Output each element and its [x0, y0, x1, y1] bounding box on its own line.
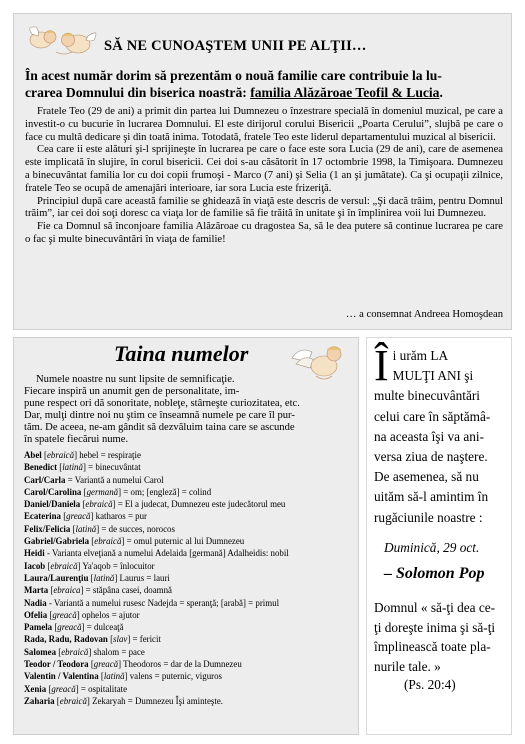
drop-cap: Î — [374, 341, 389, 390]
name-term: Laura/Laurenţiu — [24, 572, 89, 583]
name-meaning: ] hebel = respiraţie — [74, 450, 141, 460]
name-entry — [24, 584, 352, 596]
name-language: latină — [103, 671, 125, 682]
name-meaning: ] katharos = pur — [90, 511, 148, 522]
name-bracket: [ — [47, 609, 53, 620]
paragraph: Cea care ii este alături şi-l sprijineşte în lucrarea pe care o face este sora Lucia (29 de ani), care de asemenea este implicată în slujire, în corul bisericii. Cei doi s-au căsătorit în 17 octombrie 1998, la Timişoara. Dumnezeu a binecuvântat familia lor cu doi copii frumoşi - Marco (7 ani) şi Selia (1 an şi jumătate). Ca şi ocupaţii zilnice, fratele Teo se ocupă de amenajări interioare, iar sora Lucia este frizeriţă. — [25, 144, 503, 194]
name-meaning: ] ophelos = ajutor — [76, 609, 140, 620]
name-entry — [24, 560, 352, 572]
name-meaning: ] = stăpâna casei, doamnă — [80, 585, 172, 596]
name-meaning: - Variantă a numelui rusesc Nadejda = speranţă; [arabă] = primul — [46, 597, 280, 608]
intro-end: . — [439, 85, 443, 100]
name-meaning: ] = El a judecat, Dumnezeu este judecătorul meu — [112, 499, 286, 510]
name-entry — [24, 670, 352, 682]
name-entry — [24, 535, 352, 547]
names-intro — [24, 374, 342, 447]
name-bracket: [ — [81, 486, 87, 497]
article-signature: … a consemnat Andreea Homoşdean — [345, 309, 503, 320]
verse-line: împlinească toate pla- — [374, 639, 491, 655]
name-bracket: [ — [70, 523, 76, 534]
name-meaning: ] valens = puternic, viguros — [124, 671, 222, 682]
cherubs-illustration — [28, 24, 100, 62]
wish-line: i urăm LA — [392, 348, 449, 363]
name-bracket: [ — [45, 560, 51, 571]
name-bracket: [ — [46, 683, 52, 694]
name-meaning: ] shalom = pace — [88, 646, 145, 657]
family-article — [25, 106, 503, 247]
name-meaning: ] Ya'aqob = înlocuitor — [77, 560, 155, 571]
name-entry — [24, 547, 352, 559]
name-language: latină — [93, 572, 115, 583]
name-language: ebraică — [85, 499, 113, 510]
name-term: Carol/Carolina — [24, 486, 82, 497]
intro-line: Dar, mulţi dintre noi nu ştim ce înseamnă numele pe care îl pur- — [24, 410, 295, 422]
name-bracket: [ — [41, 450, 47, 460]
name-term: Marta — [24, 585, 49, 596]
wish-line: na aceasta îşi va ani- — [374, 428, 485, 444]
name-bracket: [ — [88, 572, 94, 583]
name-meaning: ] = binecuvântat — [82, 462, 141, 473]
wish-line: versa ziua de naştere. — [374, 449, 488, 465]
name-language: greacă — [66, 511, 91, 522]
bible-verse — [374, 598, 506, 676]
name-entry — [24, 510, 352, 522]
name-language: ebraică — [59, 695, 87, 706]
name-meaning: ] = de succes, norocos — [96, 523, 175, 534]
intro-line: tăm. De aceea, ne-am gândit să dezvăluim taina care se ascunde — [24, 422, 295, 434]
name-language: greacă — [51, 683, 76, 694]
name-term: Zaharia — [24, 695, 55, 706]
name-language: latină — [62, 462, 83, 473]
intro-text — [25, 67, 503, 101]
name-term: Iacob — [24, 560, 46, 571]
name-language: greacă — [93, 659, 119, 670]
name-language: slav — [113, 634, 128, 645]
wish-line: rugăciunile noastre : — [374, 509, 483, 525]
verse-line: Domnul « să-ţi dea ce- — [374, 600, 496, 615]
name-meaning: ] = ospitalitate — [75, 683, 128, 694]
paragraph: Principiul după care această familie se ghidează în viaţă este descris de versul: „Şi dacă trăim, pentru Domnul trăim”, iar cei doi soţi doresc ca viaţa lor de familie să fie trăită în unitate şi în împlinirea voii lui Dumnezeu. — [25, 195, 503, 220]
name-term: Nadia — [24, 597, 47, 608]
name-meaning: ] = dulceaţă — [81, 622, 124, 633]
name-meaning: ] = fericit — [127, 634, 161, 645]
name-bracket: [ — [52, 622, 58, 633]
family-name: familia Alăzăroae Teofil & Lucia — [250, 85, 440, 100]
wish-line: celui care în săptămâ- — [374, 408, 491, 424]
name-bracket: [ — [56, 646, 62, 657]
paragraph: Fie ca Domnul să înconjoare familia Alăzăroae cu dragostea Sa, să le dea putere să continue lucrarea pe care o fac şi multe binecuvântări în viaţa de familie! — [25, 221, 503, 245]
name-language: latină — [75, 523, 97, 534]
name-term: Ecaterina — [24, 511, 61, 522]
name-bracket: [ — [98, 671, 104, 682]
name-entry — [24, 621, 352, 633]
name-term: Valentin / Valentina — [24, 671, 99, 682]
name-meaning: ] Theodoros = dar de la Dumnezeu — [118, 659, 242, 670]
name-meaning: ] Zekaryah = Dumnezeu Îşi aminteşte. — [86, 695, 223, 706]
name-bracket: [ — [57, 462, 63, 473]
name-entry — [24, 646, 352, 658]
name-entry — [24, 658, 352, 670]
name-entry — [24, 474, 352, 486]
name-bracket: [ — [88, 659, 94, 670]
name-entry — [24, 461, 352, 473]
name-term: Teodor / Teodora — [24, 659, 89, 670]
name-language: ebraică — [50, 560, 78, 571]
name-entry — [24, 498, 352, 510]
birthday-wish — [374, 341, 506, 528]
name-meaning: = Variantă a numelui Carol — [65, 474, 164, 485]
name-language: ebraică — [94, 536, 122, 547]
name-language: greacă — [52, 609, 77, 620]
name-language: greacă — [57, 622, 82, 633]
name-meaning: ] = om; [engleză] = colind — [118, 486, 212, 497]
name-entry — [24, 609, 352, 621]
name-entry — [24, 695, 352, 707]
verse-line: nurile tale. » — [374, 658, 441, 674]
name-term: Felix/Felicia — [24, 523, 71, 534]
name-term: Ofelia — [24, 609, 48, 620]
name-bracket: [ — [107, 634, 114, 645]
name-bracket: [ — [48, 585, 54, 596]
name-term: Xenia — [24, 683, 47, 694]
intro-line-2: crarea Domnului din biserica noastră: — [25, 85, 251, 100]
birthday-date: Duminică, 29 oct. — [384, 540, 480, 555]
name-term: Gabriel/Gabriela — [24, 536, 90, 547]
birthday-person: – Solomon Pop — [384, 565, 485, 582]
intro-line-1: În acest număr dorim să prezentăm o nouă familie care contribuie la lu- — [25, 68, 442, 83]
wish-line: MULŢI ANI şi — [392, 368, 474, 384]
paragraph: Fratele Teo (29 de ani) a primit din partea lui Dumnezeu o înzestrare specială în domeniul muzical, pe care a investit-o cu bucurie în lucrarea Domnului. El este dirijorul corului Bisericii „Poarta Cerului”, slujbă pe care o face cu multă dedicare şi din toată inima. Totodată, fratele Teo este liderul departamentului muzical al bisericii. — [25, 106, 503, 143]
name-entry — [24, 523, 352, 535]
name-language: ebraică — [46, 450, 75, 460]
names-title: Taina numelor — [114, 341, 249, 366]
name-bracket: [ — [89, 536, 95, 547]
name-entry — [24, 449, 352, 461]
name-term: Benedict — [24, 462, 58, 473]
name-term: Heidi — [24, 548, 45, 559]
wish-line: multe binecuvântări — [374, 388, 480, 404]
intro-line: Fiecare inspiră un anumit gen de personalitate, im- — [24, 386, 240, 398]
intro-line: Numele noastre nu sunt lipsite de semnificaţie. — [36, 374, 235, 385]
name-entry — [24, 683, 352, 695]
name-term: Salomea — [24, 646, 57, 657]
name-term: Abel — [24, 450, 42, 460]
name-bracket: [ — [60, 511, 67, 522]
section-title: SĂ NE CUNOAŞTEM UNII PE ALŢII… — [104, 38, 367, 54]
wish-line: uităm să-l amintim în — [374, 489, 489, 505]
name-term: Carl/Carla — [24, 474, 66, 485]
name-meaning: ] Laurus = lauri — [114, 572, 170, 583]
intro-line: pune respect ori dă sonoritate, nobleţe, stârneşte curiozitatea, etc. — [24, 398, 300, 410]
name-bracket: [ — [80, 499, 86, 510]
name-language: ebraica — [53, 585, 81, 596]
name-term: Pamela — [24, 622, 53, 633]
name-term: Daniel/Daniela — [24, 499, 81, 510]
name-term: Rada, Radu, Radovan — [24, 634, 108, 645]
names-list — [24, 449, 352, 707]
name-meaning: - Varianta elveţiană a numelui Adelaida [germană] Adalheidis: nobil — [44, 548, 289, 559]
verse-reference: (Ps. 20:4) — [404, 677, 456, 692]
name-entry — [24, 633, 352, 645]
name-entry — [24, 486, 352, 498]
intro-line: în spatele fiecărui nume. — [24, 434, 129, 446]
name-bracket: [ — [54, 695, 60, 706]
name-entry — [24, 597, 352, 609]
name-language: germană — [86, 486, 119, 497]
name-meaning: ] = omul puternic al lui Dumnezeu — [121, 536, 245, 547]
verse-line: ţi doreşte inima şi să-ţi — [374, 619, 496, 635]
name-entry — [24, 572, 352, 584]
name-language: ebraică — [61, 646, 89, 657]
wish-line: De asemenea, să nu — [374, 469, 479, 485]
